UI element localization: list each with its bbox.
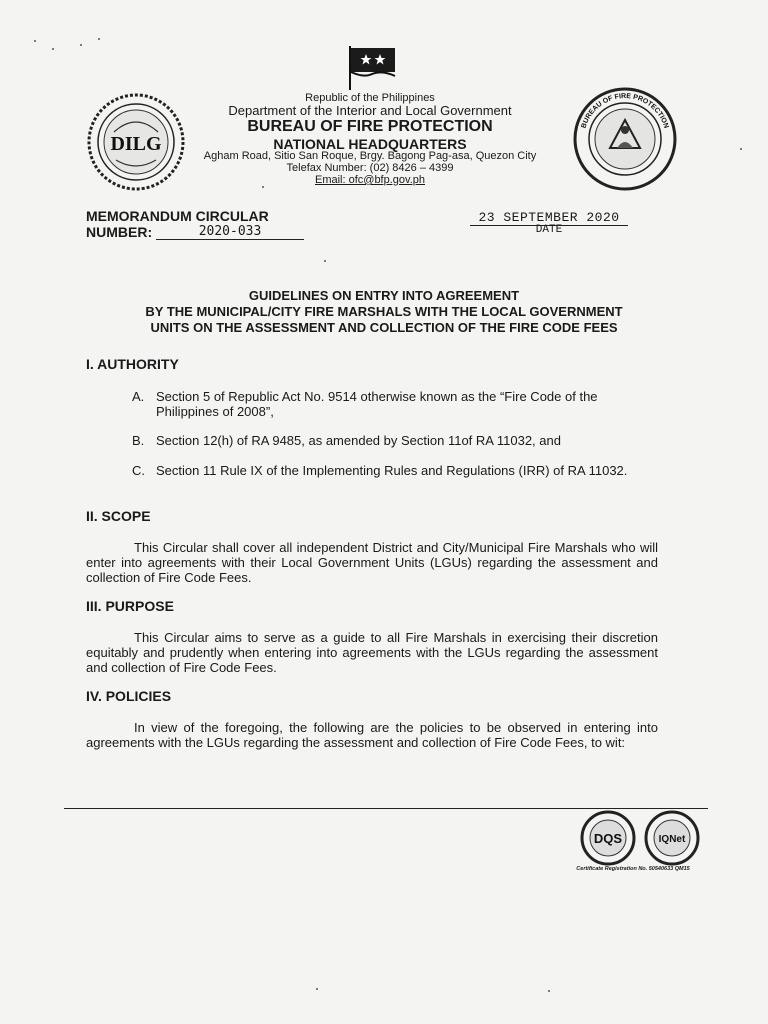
policies-text: In view of the foregoing, the following are the policies to be observed in entering into agreements with the LGUs regarding the assessment and collection of Fire Code Fees, to wit: [86, 720, 658, 750]
authority-item-letter: A. [132, 389, 145, 404]
header-telefax: Telefax Number: (02) 8426 – 4399 [286, 162, 454, 174]
section-heading-scope: II. SCOPE [86, 508, 151, 524]
scope-paragraph [86, 540, 658, 585]
certificate-registration: Certificate Registration No. 50540633 QM15 [576, 866, 690, 872]
scope-text: This Circular shall cover all independent District and City/Municipal Fire Marshals who will enter into agreements with their Local Government Units (LGUs) regarding the assessment and collection of Fire Code Fees. [86, 540, 658, 585]
bfp-seal-icon [572, 86, 678, 192]
header-bureau: BUREAU OF FIRE PROTECTION [247, 118, 493, 135]
section-heading-authority: I. AUTHORITY [86, 356, 179, 372]
scan-speck [52, 48, 54, 50]
authority-item [132, 463, 652, 497]
authority-item-text: Section 11 Rule IX of the Implementing Rules and Regulations (IRR) of RA 11032. [156, 463, 628, 478]
certification-logos-icon [568, 808, 704, 868]
policies-paragraph [86, 720, 658, 750]
memo-number-label: NUMBER: [86, 224, 153, 240]
dilg-seal-icon [86, 92, 186, 192]
authority-item-text: Section 12(h) of RA 9485, as amended by Section 11of RA 11032, and [156, 433, 561, 448]
dilg-seal-label: DILG [110, 133, 162, 155]
certification-logo-left-label: DQS [593, 831, 623, 846]
memo-date-caption: DATE [535, 224, 563, 236]
header-department: Department of the Interior and Local Government [228, 103, 512, 118]
authority-item [132, 433, 652, 451]
purpose-text: This Circular aims to serve as a guide to all Fire Marshals in exercising their discretion equitably and prudently when entering into agreements with the LGUs regarding the assessment and collection of Fire Code Fees. [86, 630, 658, 675]
document-title-line: BY THE MUNICIPAL/CITY FIRE MARSHALS WITH THE LOCAL GOVERNMENT [145, 304, 623, 319]
bfp-seal-label: BUREAU OF FIRE PROTECTION [580, 92, 670, 130]
header-republic: Republic of the Philippines [305, 92, 435, 104]
scan-speck [34, 40, 36, 42]
flag-icon [344, 44, 398, 90]
header-address: Agham Road, Sitio San Roque, Brgy. Bagong Pag-asa, Quezon City [203, 150, 537, 162]
scan-speck [98, 38, 100, 40]
section-heading-policies: IV. POLICIES [86, 688, 172, 704]
authority-item-letter: B. [132, 433, 145, 448]
header-office: NATIONAL HEADQUARTERS [273, 136, 467, 152]
memo-date: 23 SEPTEMBER 2020 [470, 210, 628, 226]
memo-label: MEMORANDUM CIRCULAR [86, 208, 269, 224]
scan-speck [316, 988, 318, 990]
purpose-paragraph [86, 630, 658, 675]
document-title-line: GUIDELINES ON ENTRY INTO AGREEMENT [248, 288, 520, 303]
header-email-link[interactable]: Email: ofc@bfp.gov.ph [314, 174, 426, 186]
certification-logo-right-label: IQNet [658, 834, 686, 845]
scan-speck [324, 260, 326, 262]
scan-speck [262, 186, 264, 188]
document-title-line: UNITS ON THE ASSESSMENT AND COLLECTION OF THE FIRE CODE FEES [150, 320, 618, 335]
scan-speck [548, 990, 550, 992]
memo-number: 2020-033 [156, 224, 304, 240]
authority-item-text: Section 5 of Republic Act No. 9514 otherwise known as the “Fire Code of the Philippines of 2008”, [156, 389, 598, 419]
scan-speck [740, 148, 742, 150]
section-heading-purpose: III. PURPOSE [86, 598, 174, 614]
authority-item-letter: C. [132, 463, 145, 478]
authority-item [132, 389, 652, 423]
scan-speck [80, 44, 82, 46]
